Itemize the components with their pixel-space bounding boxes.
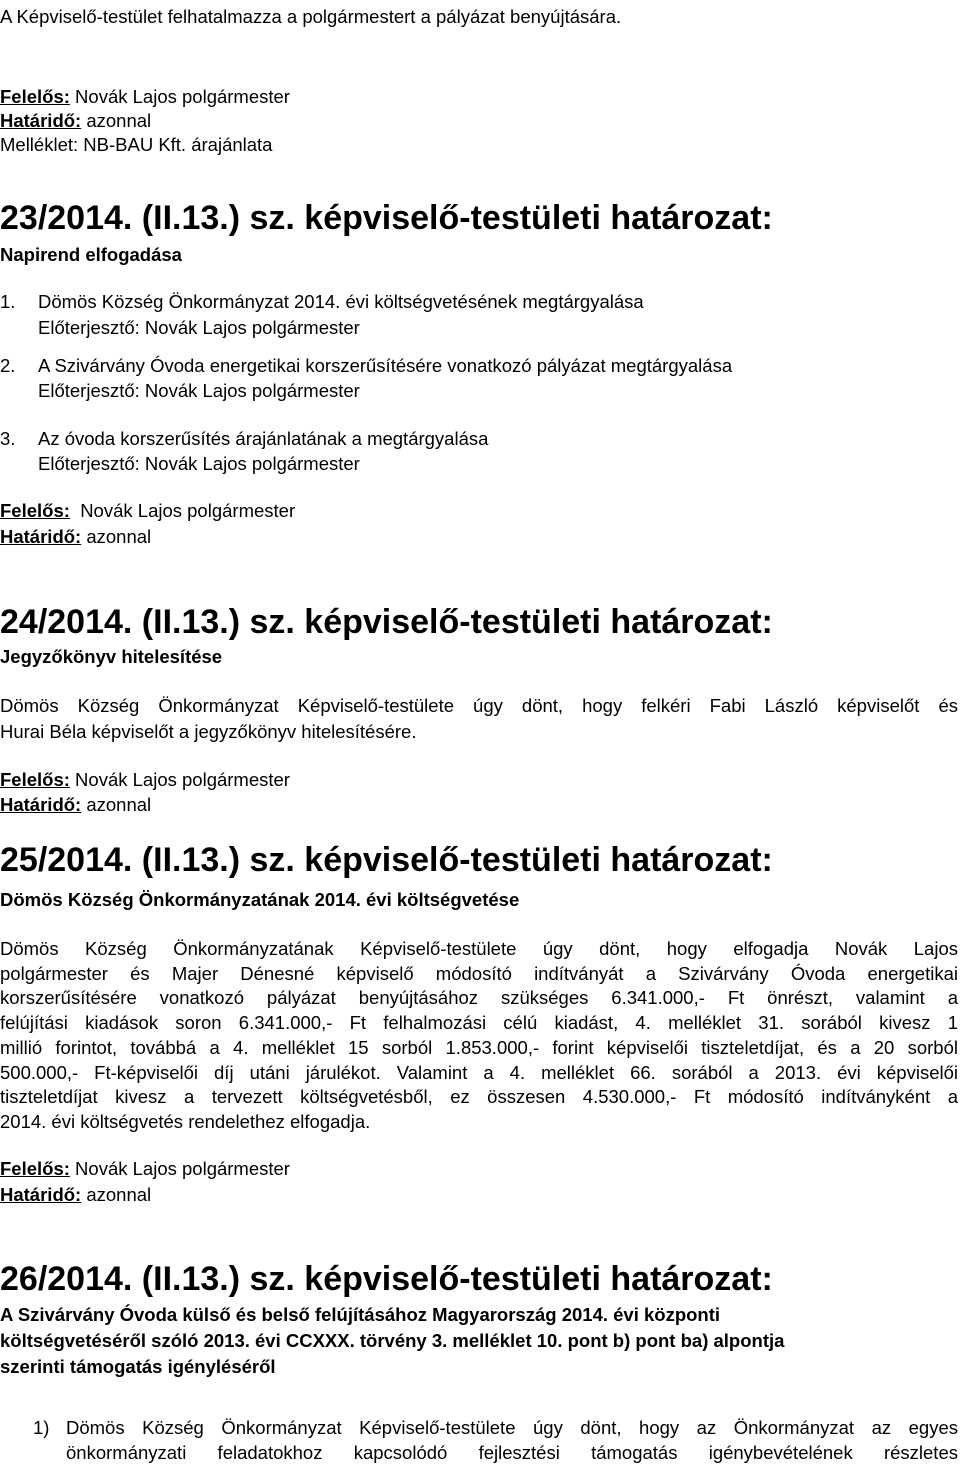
hatarido-label: Határidő: [0, 110, 82, 131]
resolution-25-body-line: felújítási kiadások soron 6.341.000,- Ft felhalmozási célú kiadást, 4. melléklet 31. sorából kivesz 1 [0, 1012, 958, 1034]
resolution-25-body-line: Dömös Község Önkormányzatának Képviselő-testülete úgy dönt, hogy elfogadja Novák Lajos [0, 938, 958, 959]
hatarido-line [0, 792, 151, 818]
felelos-line [0, 498, 295, 524]
melleklet-text: Melléklet: NB-BAU Kft. árajánlata [0, 134, 273, 155]
resolution-25-body-line: 2014. évi költségvetés rendelethez elfogadja. [0, 1111, 371, 1132]
felelos-line [0, 767, 290, 793]
hatarido-label: Határidő: [0, 1184, 82, 1205]
agenda-item-text: Az óvoda korszerűsítés árajánlatának a megtárgyalása [38, 428, 489, 449]
resolution-25-subtitle: Dömös Község Önkormányzatának 2014. évi költségvetése [0, 889, 520, 910]
felelos-line [0, 1156, 290, 1182]
hatarido-line [0, 1182, 151, 1208]
resolution-26-title: 26/2014. (II.13.) sz. képviselő-testületi határozat: [0, 1260, 773, 1298]
resolution-25-body-line: tiszteletdíjat kivesz a tervezett költségvetésből, ez összesen 4.530.000,- Ft módosító indítványként a [0, 1086, 958, 1108]
resolution-26-subtitle-line: szerinti támogatás igényléséről [0, 1356, 276, 1377]
hatarido-label: Határidő: [0, 526, 82, 547]
agenda-item-number: 1. [0, 291, 16, 312]
resolution-24-title: 24/2014. (II.13.) sz. képviselő-testületi határozat: [0, 603, 773, 641]
felelos-label: Felelős: [0, 86, 70, 107]
felelos-value: Novák Lajos polgármester [69, 769, 290, 790]
resolution-23-subtitle: Napirend elfogadása [0, 244, 182, 265]
resolution-25-body-line: 500.000,- Ft-képviselői díj utáni járulékot. Valamint a 4. melléklet 66. sorából a 2013. évi képviselői [0, 1061, 958, 1083]
agenda-item-number: 3. [0, 428, 16, 449]
resolution-24-subtitle: Jegyzőkönyv hitelesítése [0, 646, 223, 667]
resolution-24-body-line: Dömös Község Önkormányzat Képviselő-testülete úgy dönt, hogy felkéri Fabi László képviselőt és [0, 695, 958, 716]
resolution-26-subtitle-line: A Szivárvány Óvoda külső és belső felújításához Magyarország 2014. évi központi [0, 1304, 721, 1325]
felelos-line [0, 84, 290, 110]
felelos-value: Novák Lajos polgármester [69, 86, 290, 107]
agenda-item-3 [0, 426, 488, 452]
felelos-value: Novák Lajos polgármester [69, 500, 296, 521]
resolution-25-body-line: korszerűsítésére vonatkozó pályázat benyújtásához szükséges 6.341.000,- Ft önrészt, valamint a [0, 987, 958, 1009]
hatarido-value: azonnal [81, 1184, 152, 1205]
intro-text: A Képviselő-testület felhatalmazza a polgármestert a pályázat benyújtására. [0, 6, 622, 27]
agenda-item-text: Dömös Község Önkormányzat 2014. évi költségvetésének megtárgyalása [38, 291, 644, 312]
agenda-item-2-presenter: Előterjesztő: Novák Lajos polgármester [38, 380, 360, 401]
resolution-25-body-line: polgármester és Majer Dénesné képviselő módosító indítványát a Szivárvány Óvoda energetikai [0, 962, 958, 984]
resolution-25-body-line: millió forintot, továbbá a 4. melléklet 15 sorból 1.853.000,- forint képviselői tiszteletdíjat, és a 20 sorból [0, 1036, 958, 1058]
felelos-label: Felelős: [0, 1158, 70, 1179]
resolution-26-item-number: 1) [33, 1417, 50, 1438]
agenda-item-3-presenter: Előterjesztő: Novák Lajos polgármester [38, 453, 360, 474]
hatarido-value: azonnal [81, 110, 152, 131]
agenda-item-text: A Szivárvány Óvoda energetikai korszerűsítésére vonatkozó pályázat megtárgyalása [38, 355, 733, 376]
resolution-23-title: 23/2014. (II.13.) sz. képviselő-testületi határozat: [0, 199, 773, 237]
resolution-26-subtitle-line: költségvetéséről szóló 2013. évi CCXXX. törvény 3. melléklet 10. pont b) pont ba) alpontja [0, 1330, 785, 1351]
hatarido-line [0, 524, 151, 550]
felelos-value: Novák Lajos polgármester [69, 1158, 290, 1179]
resolution-24-body-line: Hurai Béla képviselőt a jegyzőkönyv hitelesítésére. [0, 721, 417, 742]
resolution-26-item-line: Dömös Község Önkormányzat Képviselő-testülete úgy dönt, hogy az Önkormányzat az egyes [66, 1417, 958, 1438]
hatarido-label: Határidő: [0, 794, 82, 815]
resolution-25-title: 25/2014. (II.13.) sz. képviselő-testületi határozat: [0, 841, 773, 879]
agenda-item-2 [0, 353, 732, 379]
felelos-label: Felelős: [0, 769, 70, 790]
hatarido-value: azonnal [81, 794, 152, 815]
agenda-item-number: 2. [0, 355, 16, 376]
felelos-label: Felelős: [0, 500, 70, 521]
resolution-26-item-line: önkormányzati feladatokhoz kapcsolódó fejlesztési támogatás igénybevételének részletes [66, 1442, 958, 1463]
agenda-item-1-presenter: Előterjesztő: Novák Lajos polgármester [38, 317, 360, 338]
agenda-item-1 [0, 289, 644, 315]
hatarido-line [0, 108, 151, 134]
hatarido-value: azonnal [81, 526, 152, 547]
